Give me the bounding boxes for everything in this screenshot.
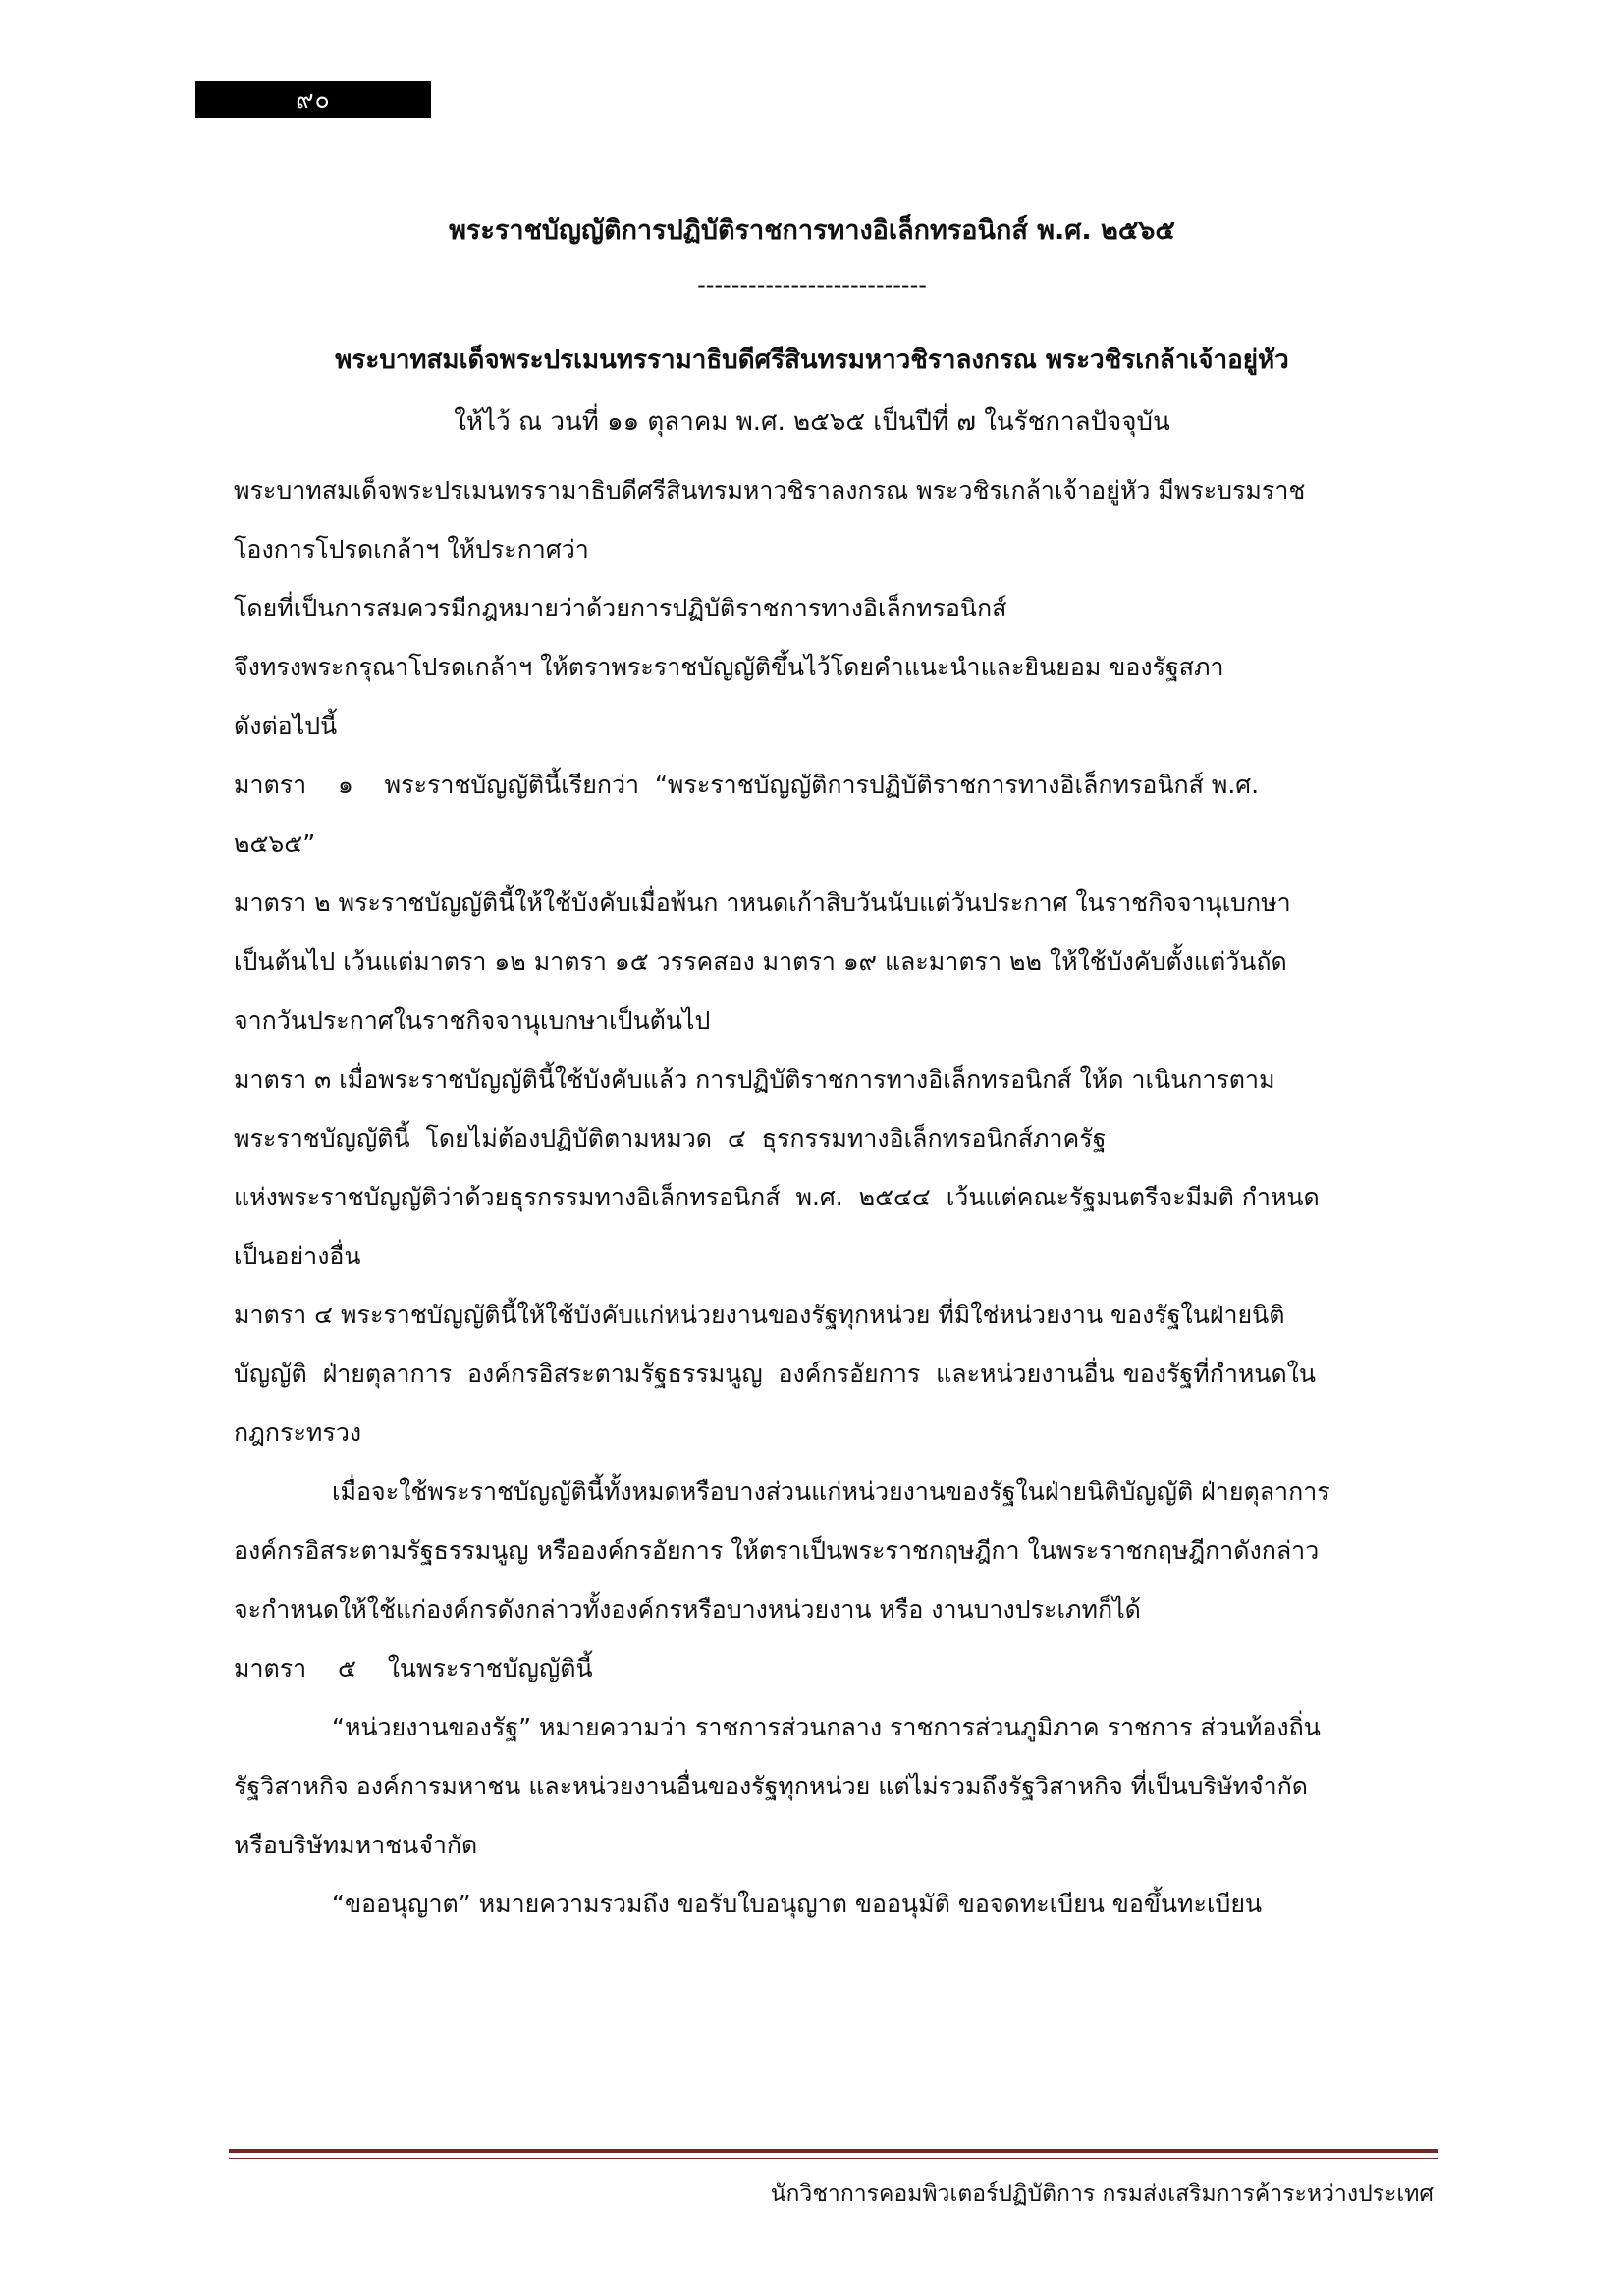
section-5-line: มาตรา ๕ ในพระราชบัญญัตินี้ (234, 1654, 593, 1682)
body-line: หรือบริษัทมหาชนจำกัด (234, 1831, 478, 1859)
body-line: จึงทรงพระกรุณาโปรดเกล้าฯ ให้ตราพระราชบัญญัติขึ้นไว้โดยคำแนะนำและยินยอม ของรัฐสภา (234, 653, 1224, 681)
king-name-heading: พระบาทสมเด็จพระปรเมนทรรามาธิบดีศรีสินทรมหาวชิราลงกรณ พระวชิรเกล้าเจ้าอยู่หัว (335, 346, 1289, 375)
body-line: ๒๕๖๕” (234, 829, 316, 858)
body-line: พระราชบัญญัตินี้ โดยไม่ต้องปฏิบัติตามหมวด ๔ ธุรกรรมทางอิเล็กทรอนิกส์ภาครัฐ (234, 1124, 1107, 1152)
body-line: เมื่อจะใช้พระราชบัญญัตินี้ทั้งหมดหรือบางส่วนแก่หน่วยงานของรัฐในฝ่ายนิติบัญญัติ ฝ่ายตุลาการ (332, 1477, 1330, 1506)
document-body (234, 461, 1434, 1934)
footer-divider (229, 2149, 1438, 2153)
section-3-line: มาตรา ๓ เมื่อพระราชบัญญัตินี้ใช้บังคับแล้ว การปฏิบัติราชการทางอิเล็กทรอนิกส์ ให้ด าเนินการตาม (234, 1065, 1275, 1094)
section-2-line: มาตรา ๒ พระราชบัญญัตินี้ให้ใช้บังคับเมื่อพ้นก าหนดเก้าสิบวันนับแต่วันประกาศ ในราชกิจจานุเบกษา (234, 888, 1291, 917)
footer-author: นักวิชาการคอมพิวเตอร์ปฏิบัติการ กรมส่งเสริมการค้าระหว่างประเทศ (770, 2181, 1434, 2207)
body-line: องค์กรอิสระตามรัฐธรรมนูญ หรือองค์กรอัยการ ให้ตราเป็นพระราชกฤษฎีกา ในพระราชกฤษฎีกาดังกล่าว (234, 1536, 1320, 1565)
given-date-line: ให้ไว้ ณ วนที่ ๑๑ ตุลาคม พ.ศ. ๒๕๖๕ เป็นปีที่ ๗ ในรัชกาลปัจจุบัน (454, 407, 1170, 437)
body-line: โดยที่เป็นการสมควรมีกฎหมายว่าด้วยการปฏิบัติราชการทางอิเล็กทรอนิกส์ (234, 594, 1007, 622)
section-1-line: มาตรา ๑ พระราชบัญญัตินี้เรียกว่า “พระราชบัญญัติการปฏิบัติราชการทางอิเล็กทรอนิกส์ พ.ศ. (234, 771, 1260, 799)
body-line: กฎกระทรวง (234, 1418, 362, 1447)
page-number: ๙๐ (195, 81, 431, 118)
body-line: รัฐวิสาหกิจ องค์การมหาชน และหน่วยงานอื่นของรัฐทุกหน่วย แต่ไม่รวมถึงรัฐวิสาหกิจ ที่เป็นบริษัทจำกัด (234, 1772, 1308, 1800)
body-line: เป็นต้นไป เว้นแต่มาตรา ๑๒ มาตรา ๑๕ วรรคสอง มาตรา ๑๙ และมาตรา ๒๒ ให้ใช้บังคับตั้งแต่วันถัด (234, 947, 1287, 976)
body-line: พระบาทสมเด็จพระปรเมนทรรามาธิบดีศรีสินทรมหาวชิราลงกรณ พระวชิรเกล้าเจ้าอยู่หัว มีพระบรมราช (234, 476, 1306, 505)
definition-line: “หน่วยงานของรัฐ” หมายความว่า ราชการส่วนกลาง ราชการส่วนภูมิภาค ราชการ ส่วนท้องถิ่น (332, 1713, 1321, 1741)
definition-line: “ขออนุญาต” หมายความรวมถึง ขอรับใบอนุญาต ขออนุมัติ ขอจดทะเบียน ขอขึ้นทะเบียน (332, 1890, 1263, 1918)
document-title: พระราชบัญญัติการปฏิบัติราชการทางอิเล็กทรอนิกส์ พ.ศ. ๒๕๖๕ (449, 215, 1175, 245)
body-line: จะกำหนดให้ใช้แก่องค์กรดังกล่าวทั้งองค์กรหรือบางหน่วยงาน หรือ งานบางประเภทก็ได้ (234, 1595, 1141, 1624)
footer-divider-thin (229, 2158, 1438, 2159)
title-separator: --------------------------- (697, 271, 927, 298)
body-line: โองการโปรดเกล้าฯ ให้ประกาศว่า (234, 535, 589, 563)
body-line: ดังต่อไปนี้ (234, 712, 338, 740)
section-4-line: มาตรา ๔ พระราชบัญญัตินี้ให้ใช้บังคับแก่หน่วยงานของรัฐทุกหน่วย ที่มิใช่หน่วยงาน ของรัฐในฝ่ายนิติ (234, 1301, 1285, 1329)
body-line: จากวันประกาศในราชกิจจานุเบกษาเป็นต้นไป (234, 1006, 711, 1035)
body-line: บัญญัติ ฝ่ายตุลาการ องค์กรอิสระตามรัฐธรรมนูญ องค์กรอัยการ และหน่วยงานอื่น ของรัฐที่กำหนดใน (234, 1360, 1316, 1388)
body-line: แห่งพระราชบัญญัติว่าด้วยธุรกรรมทางอิเล็กทรอนิกส์ พ.ศ. ๒๕๔๔ เว้นแต่คณะรัฐมนตรีจะมีมติ กำหนด (234, 1183, 1320, 1211)
body-line: เป็นอย่างอื่น (234, 1242, 361, 1270)
